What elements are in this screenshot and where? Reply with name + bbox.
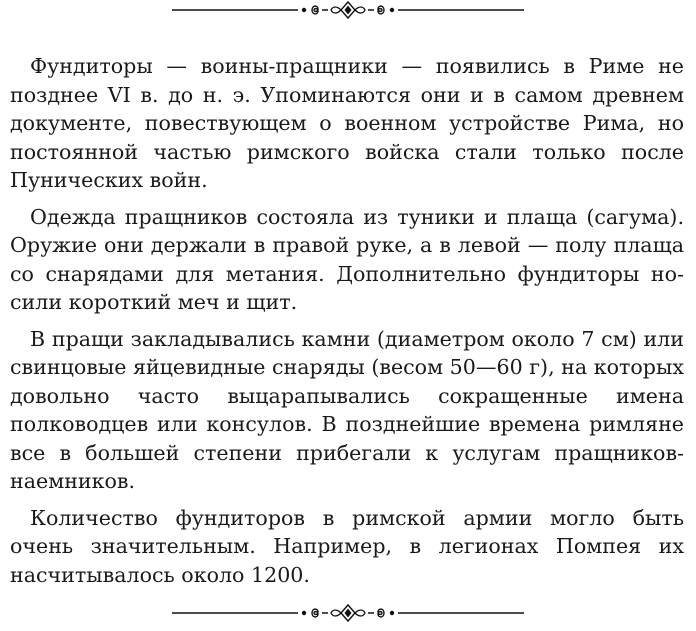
ornament-flourish-icon	[0, 601, 696, 625]
paragraph-3: В пращи закладывались камни (диаметром около 7 см) или свинцовые яйцевидные снаряды (весом 50—60 г), на которых довольно часто выцарапывались сокращенные имена полководцев или консулов. В позднейшие времена римляне все в большей степени прибегали к услугам пращников-наемников.	[10, 326, 684, 493]
article-body	[10, 52, 684, 589]
paragraph-2: Одежда пращников состояла из туники и плаща (сагума). Оружие они держали в правой руке, а в левой — полу плаща со снарядами для метания. Дополнительно фундиторы носили короткий меч и щит.	[10, 204, 684, 314]
paragraph-1: Фундиторы — воины-пращники — появились в Риме не позднее VI в. до н. э. Упоминаются они и в самом древнем документе, повествующем о военном устройстве Рима, но постоянной частью римского войска стали только после Пунических войн.	[10, 54, 684, 192]
top-ornament-divider	[0, 0, 696, 24]
paragraph-4: Количество фундиторов в римской армии могло быть очень значительным. Например, в легионах Помпея их насчитывалось около 1200.	[10, 505, 684, 587]
bottom-ornament-divider	[0, 601, 696, 625]
ornament-flourish-icon	[0, 0, 696, 24]
